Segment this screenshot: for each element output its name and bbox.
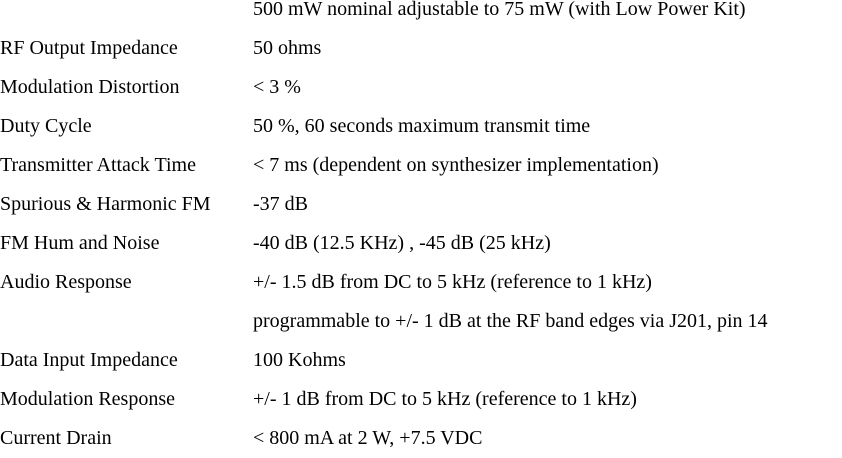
spec-value: +/- 1 dB from DC to 5 kHz (reference to 1 kHz) — [253, 388, 637, 410]
spec-value: +/- 1.5 dB from DC to 5 kHz (reference to 1 kHz) — [253, 271, 652, 293]
spec-value: 50 ohms — [253, 37, 322, 59]
spec-value: 50 %, 60 seconds maximum transmit time — [253, 115, 591, 137]
spec-label: FM Hum and Noise — [0, 232, 160, 254]
spec-label: Modulation Distortion — [0, 76, 180, 98]
spec-label: Audio Response — [0, 271, 132, 293]
spec-row-audio-response-continued — [0, 302, 842, 341]
spec-row-fm-hum-noise — [0, 224, 842, 263]
spec-label: Spurious & Harmonic FM — [0, 193, 211, 215]
spec-row-rf-output-impedance — [0, 29, 842, 68]
spec-value: -40 dB (12.5 KHz) , -45 dB (25 kHz) — [253, 232, 551, 254]
spec-value: < 800 mA at 2 W, +7.5 VDC — [253, 427, 483, 449]
spec-label: RF Output Impedance — [0, 37, 178, 59]
spec-label: Current Drain — [0, 427, 112, 449]
spec-label: Transmitter Attack Time — [0, 154, 196, 176]
spec-value: < 7 ms (dependent on synthesizer implementation) — [253, 154, 659, 176]
spec-value: < 3 % — [253, 76, 301, 98]
spec-value: -37 dB — [253, 193, 308, 215]
spec-label — [0, 0, 253, 29]
spec-row-modulation-distortion — [0, 68, 842, 107]
spec-row-modulation-response — [0, 380, 842, 419]
spec-label — [0, 302, 253, 341]
spec-value: programmable to +/- 1 dB at the RF band edges via J201, pin 14 — [253, 310, 768, 332]
spec-row-current-drain — [0, 419, 842, 458]
spec-row-audio-response — [0, 263, 842, 302]
spec-row-data-input-impedance — [0, 341, 842, 380]
spec-label: Duty Cycle — [0, 115, 92, 137]
spec-label: Data Input Impedance — [0, 349, 178, 371]
spec-label: Modulation Response — [0, 388, 175, 410]
spec-value: 100 Kohms — [253, 349, 346, 371]
spec-value: 500 mW nominal adjustable to 75 mW (with Low Power Kit) — [253, 0, 746, 20]
spec-row-transmitter-attack-time — [0, 146, 842, 185]
spec-row-power-output — [0, 0, 842, 29]
spec-row-spurious-harmonic-fm — [0, 185, 842, 224]
spec-row-duty-cycle — [0, 107, 842, 146]
